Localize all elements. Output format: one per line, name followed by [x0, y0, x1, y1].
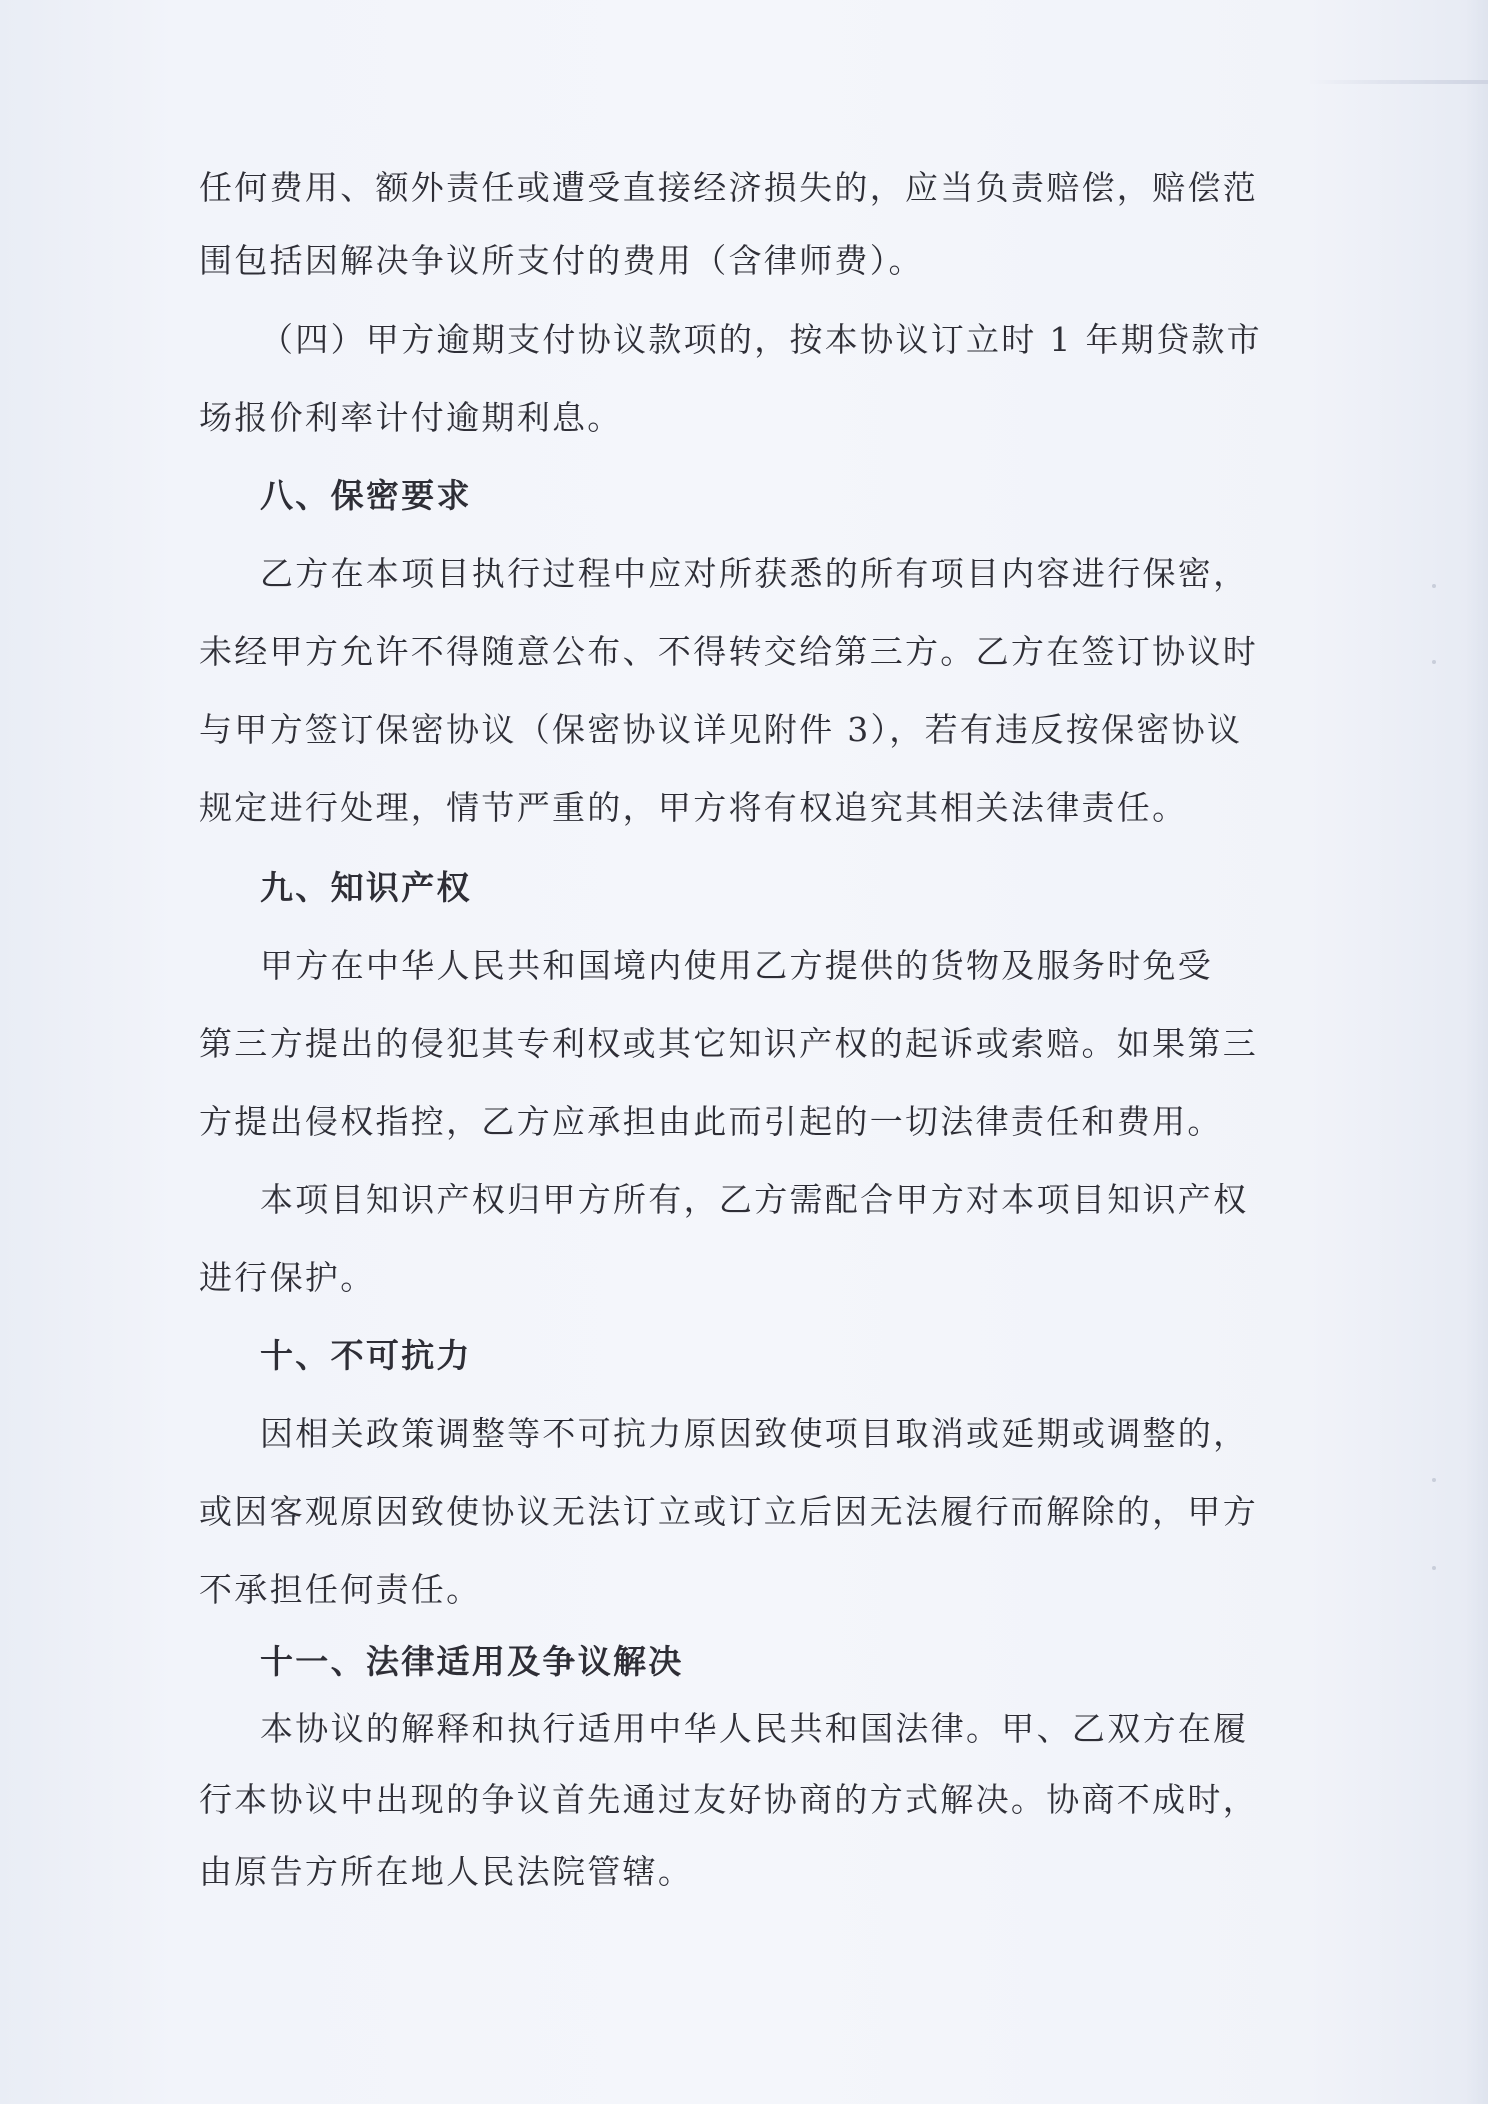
paragraph-line: 甲方在中华人民共和国境内使用乙方提供的货物及服务时免受: [260, 946, 1214, 985]
scan-edge-shadow: [1466, 0, 1488, 2104]
section-heading-force-majeure: 十、不可抗力: [260, 1336, 472, 1375]
paragraph-line: 未经甲方允许不得随意公布、不得转交给第三方。乙方在签订协议时: [199, 632, 1258, 671]
document-body: [199, 168, 1262, 1892]
paragraph-line: 由原告方所在地人民法院管辖。: [199, 1852, 694, 1891]
paragraph-line: 与甲方签订保密协议（保密协议详见附件 3），若有违反按保密协议: [199, 710, 1243, 749]
paragraph-line: 本项目知识产权归甲方所有，乙方需配合甲方对本项目知识产权: [260, 1180, 1249, 1219]
section-heading-ip: 九、知识产权: [260, 868, 472, 907]
paragraph-line: 本协议的解释和执行适用中华人民共和国法律。甲、乙双方在履: [260, 1709, 1249, 1748]
paragraph-line: 规定进行处理，情节严重的，甲方将有权追究其相关法律责任。: [199, 788, 1188, 827]
paragraph-line: 第三方提出的侵犯其专利权或其它知识产权的起诉或索赔。如果第三: [199, 1024, 1258, 1063]
scan-speck: [1432, 1566, 1436, 1570]
paragraph-line: 场报价利率计付逾期利息。: [199, 398, 623, 437]
paragraph-line: 围包括因解决争议所支付的费用（含律师费）。: [199, 241, 924, 280]
scan-speck: [1432, 584, 1436, 588]
paragraph-line: 不承担任何责任。: [199, 1570, 482, 1609]
paragraph-line: （四）甲方逾期支付协议款项的，按本协议订立时 1 年期贷款市: [260, 320, 1262, 359]
paragraph-line: 因相关政策调整等不可抗力原因致使项目取消或延期或调整的，: [260, 1414, 1249, 1453]
paragraph-line: 乙方在本项目执行过程中应对所获悉的所有项目内容进行保密，: [260, 554, 1249, 593]
section-heading-law: 十一、法律适用及争议解决: [260, 1642, 684, 1681]
paragraph-line: 任何费用、额外责任或遭受直接经济损失的，应当负责赔偿，赔偿范: [199, 168, 1258, 207]
paragraph-line: 行本协议中出现的争议首先通过友好协商的方式解决。协商不成时，: [199, 1780, 1258, 1819]
paragraph-line: 或因客观原因致使协议无法订立或订立后因无法履行而解除的，甲方: [199, 1492, 1258, 1531]
scan-edge-mark: [1308, 80, 1488, 84]
scan-speck: [1432, 1478, 1436, 1482]
scan-speck: [1432, 660, 1436, 664]
paragraph-line: 进行保护。: [199, 1258, 376, 1297]
section-heading-confidentiality: 八、保密要求: [260, 476, 472, 515]
paragraph-line: 方提出侵权指控，乙方应承担由此而引起的一切法律责任和费用。: [199, 1102, 1223, 1141]
